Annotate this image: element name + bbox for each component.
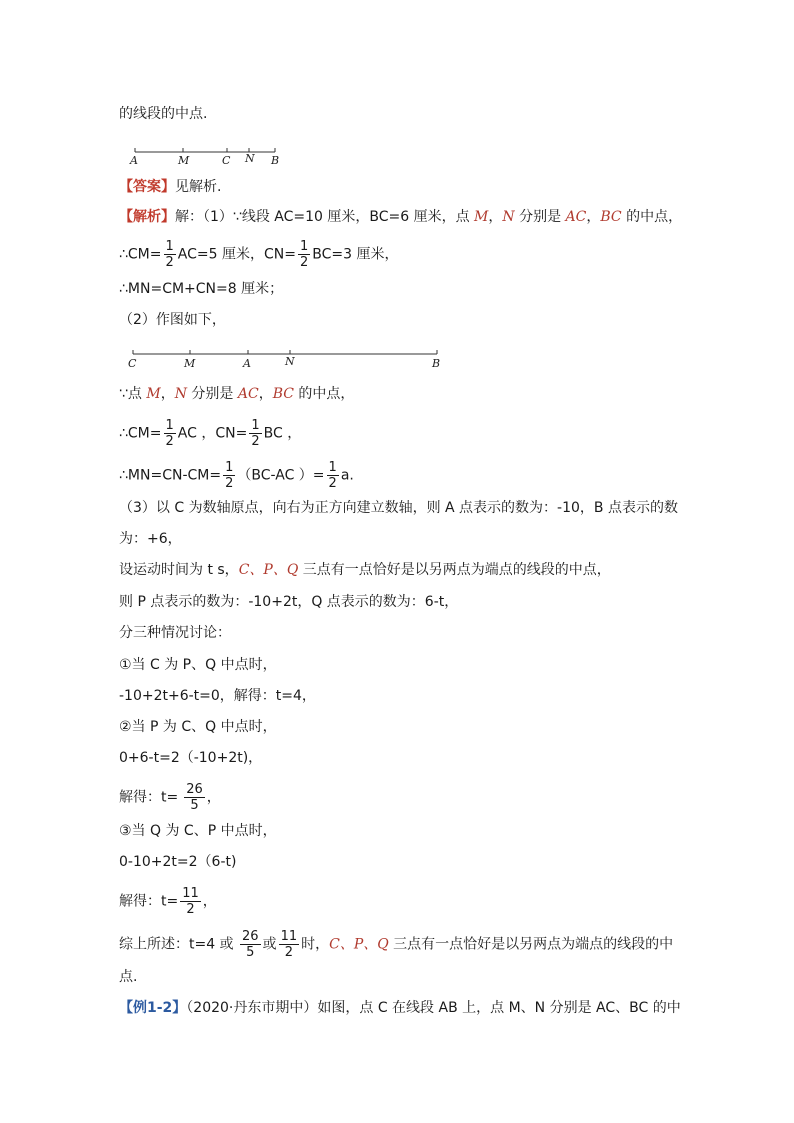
text: （BC-AC ）= <box>237 467 325 484</box>
answer-line <box>119 177 221 197</box>
frac-den: 2 <box>284 945 293 960</box>
text-line <box>119 279 283 299</box>
text-line <box>119 929 673 960</box>
label-c: C <box>128 357 137 370</box>
label-n: N <box>285 355 295 368</box>
frac-den: 2 <box>165 255 174 270</box>
text-line <box>119 592 458 612</box>
label-a: A <box>130 154 138 167</box>
var-n: N <box>174 386 187 402</box>
text: 或 <box>262 936 277 953</box>
fraction-11-2 <box>279 929 300 960</box>
text-line <box>119 560 611 580</box>
text-line <box>119 418 301 449</box>
text-line <box>119 239 398 270</box>
example-text: （2020·丹东市期中）如图，点 C 在线段 AB 上，点 M、N 分别是 AC、BC 的中 <box>186 1000 681 1016</box>
frac-den: 2 <box>328 476 337 491</box>
text: 0+6-t=2（-10+2t)， <box>119 750 263 766</box>
text-line <box>119 886 217 917</box>
text: 解得：t= <box>119 789 179 806</box>
text: ①当 C 为 P、Q 中点时， <box>119 657 277 673</box>
text-line <box>119 104 207 124</box>
text: AC ，CN= <box>177 425 248 442</box>
var-cpq: C、P、Q <box>238 562 299 578</box>
analysis-line <box>119 207 682 227</box>
example-tag: 【例1-2】 <box>119 1000 187 1016</box>
frac-num: 1 <box>299 239 309 254</box>
text: ∴MN=CN-CM= <box>119 467 222 484</box>
text-line <box>119 384 354 404</box>
text: ③当 Q 为 C、P 中点时， <box>119 823 277 839</box>
frac-num: 26 <box>186 782 203 797</box>
fraction-half <box>327 460 339 491</box>
frac-num: 11 <box>280 929 298 944</box>
label-n: N <box>245 152 255 165</box>
frac-num: 26 <box>242 929 259 944</box>
text: ， <box>488 209 503 225</box>
var-m: M <box>146 386 161 402</box>
text: 则 P 点表示的数为：-10+2t，Q 点表示的数为：6-t， <box>119 594 459 610</box>
text: 分别是 <box>186 386 238 402</box>
text: 0-10+2t=2（6-t) <box>119 854 237 870</box>
text-line <box>119 498 678 518</box>
fraction-half <box>249 418 261 449</box>
frac-num: 11 <box>182 886 199 901</box>
label-c: C <box>222 154 231 167</box>
text: -10+2t+6-t=0，解得：t=4， <box>119 688 316 704</box>
text: a. <box>340 467 354 484</box>
text: 的中点， <box>621 209 683 225</box>
text: 设运动时间为 t s， <box>119 562 239 578</box>
frac-den: 2 <box>225 476 234 491</box>
text: ∴CM= <box>119 246 162 263</box>
fraction-26-5 <box>184 782 205 813</box>
label-m: M <box>184 357 196 370</box>
fraction-half <box>298 239 310 270</box>
text: 的中点， <box>293 386 355 402</box>
text: BC=3 厘米， <box>312 246 399 263</box>
text: BC ， <box>263 425 302 442</box>
text-line <box>119 967 137 987</box>
var-m: M <box>474 209 489 225</box>
var-bc: BC <box>272 386 294 402</box>
text: ， <box>202 893 217 910</box>
label-m: M <box>178 154 190 167</box>
var-bc: BC <box>600 209 622 225</box>
text: 分别是 <box>514 209 566 225</box>
label-a: A <box>243 357 251 370</box>
text: 时， <box>301 936 330 953</box>
text: 三点有一点恰好是以另两点为端点的线段的中 <box>388 936 674 953</box>
text: 解得：t= <box>119 893 179 910</box>
text: ∴CM= <box>119 425 162 442</box>
fraction-26-5 <box>240 929 261 960</box>
var-ac: AC <box>237 386 259 402</box>
text: ②当 P 为 C、Q 中点时， <box>119 719 277 735</box>
analysis-tag: 【解析】 <box>119 209 175 225</box>
frac-den: 2 <box>165 434 174 449</box>
frac-num: 1 <box>225 460 234 475</box>
label-b: B <box>271 154 280 167</box>
answer-tag: 【答案】 <box>119 179 175 195</box>
text: 点. <box>119 969 138 985</box>
label-b: B <box>432 357 441 370</box>
frac-den: 5 <box>246 945 255 960</box>
text: ， <box>206 789 221 806</box>
text-line <box>119 717 277 737</box>
text-line <box>119 655 277 675</box>
fraction-half <box>223 460 235 491</box>
text: ， <box>258 386 273 402</box>
segment-figure-1 <box>125 140 285 168</box>
segment-figure-2 <box>125 344 455 372</box>
text: ， <box>586 209 601 225</box>
text: ， <box>160 386 175 402</box>
frac-num: 1 <box>165 239 174 254</box>
text-line <box>119 686 316 706</box>
text-line <box>119 529 182 549</box>
text: ∵点 <box>119 386 147 402</box>
text-line <box>119 748 262 768</box>
frac-den: 2 <box>186 902 195 917</box>
frac-num: 1 <box>328 460 337 475</box>
frac-den: 2 <box>251 434 260 449</box>
var-cpq: C、P、Q <box>329 936 389 953</box>
fraction-half <box>164 418 176 449</box>
text: 解：（1）∵线段 AC=10 厘米，BC=6 厘米，点 <box>175 209 475 225</box>
var-ac: AC <box>565 209 587 225</box>
text: 分三种情况讨论： <box>119 625 231 641</box>
example-line <box>119 998 681 1018</box>
text: （2）作图如下， <box>119 312 226 328</box>
text-line <box>119 310 226 330</box>
var-n: N <box>502 209 515 225</box>
text-line <box>119 460 354 491</box>
frac-num: 1 <box>251 418 260 433</box>
answer-text: 见解析. <box>175 179 222 195</box>
frac-den: 2 <box>299 255 309 270</box>
text: 的线段的中点. <box>119 106 208 122</box>
text: ∴MN=CM+CN=8 厘米； <box>119 281 284 297</box>
frac-den: 5 <box>190 798 199 813</box>
text: 三点有一点恰好是以另两点为端点的线段的中点， <box>298 562 611 578</box>
text-line <box>119 821 277 841</box>
fraction-half <box>164 239 176 270</box>
text-line <box>119 852 236 872</box>
text-line <box>119 782 221 813</box>
text: 综上所述：t=4 或 <box>119 936 239 953</box>
frac-num: 1 <box>165 418 174 433</box>
text: AC=5 厘米，CN= <box>177 246 296 263</box>
text: 为：+6， <box>119 531 182 547</box>
fraction-11-2 <box>180 886 201 917</box>
text: （3）以 C 为数轴原点，向右为正方向建立数轴，则 A 点表示的数为：-10，B 点表示的数 <box>119 500 678 516</box>
text-line <box>119 623 231 643</box>
